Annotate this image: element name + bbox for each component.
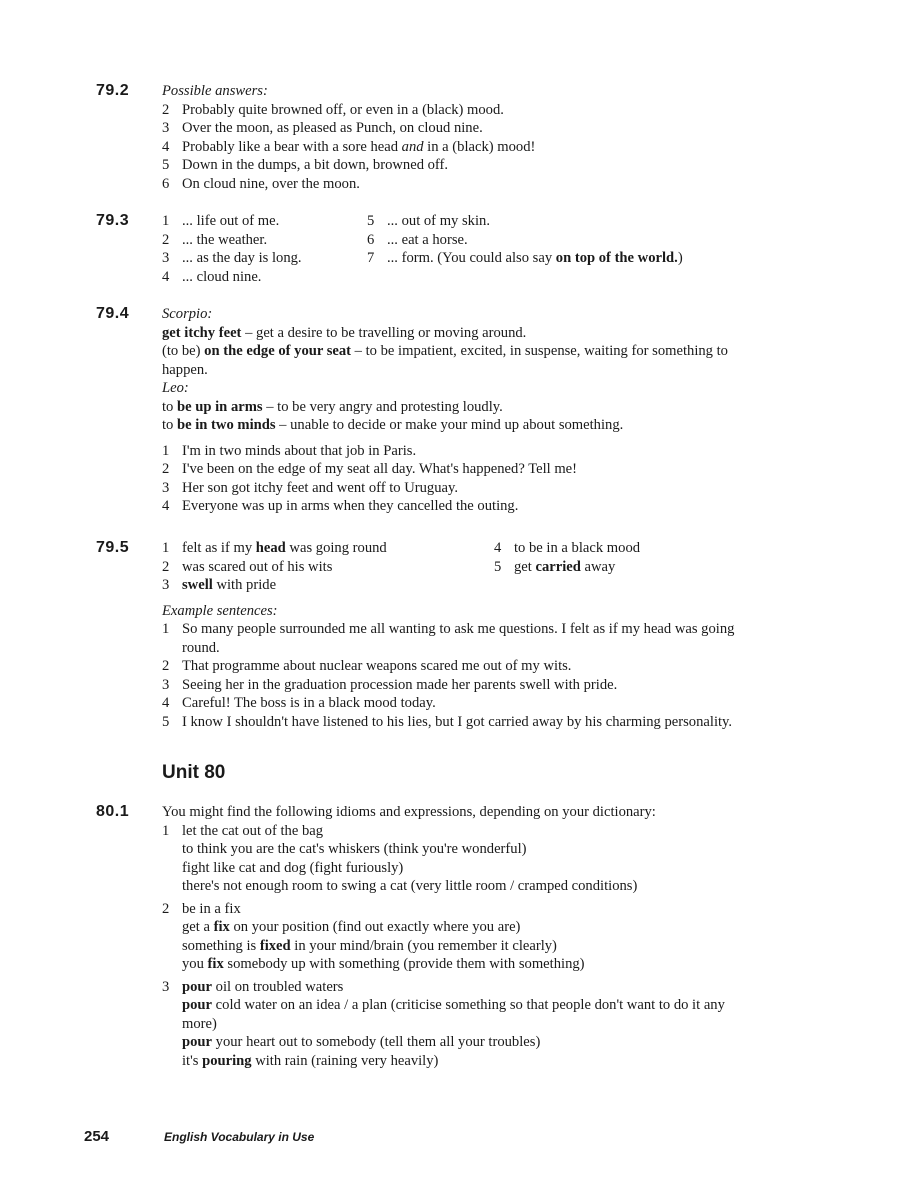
idiom-line: pour your heart out to somebody (tell them all your troubles) xyxy=(182,1034,541,1050)
list-item: 3 Over the moon, as pleased as Punch, on cloud nine. xyxy=(162,120,483,136)
list-item: 4 ... cloud nine. xyxy=(162,268,262,285)
idiom-line: pour cold water on an idea / a plan (criticise something so that people don't want to do it any xyxy=(182,997,725,1013)
idiom-line-continued: more) xyxy=(182,1015,217,1032)
section-intro: You might find the following idioms and expressions, depending on your dictionary: xyxy=(162,804,656,820)
list-item: 4 Careful! The boss is in a black mood today. xyxy=(162,695,436,711)
definition: to be up in arms – to be very angry and protesting loudly. xyxy=(162,398,503,415)
idiom-line: get a fix on your position (find out exactly where you are) xyxy=(182,919,521,935)
page-footer xyxy=(84,1128,315,1146)
section-number: 80.1 xyxy=(96,803,130,820)
page-number: 254 xyxy=(84,1128,110,1145)
list-item-continued: round. xyxy=(182,639,220,656)
list-item: 2 Probably quite browned off, or even in a (black) mood. xyxy=(162,101,504,118)
definition: to be in two minds – unable to decide or make your mind up about something. xyxy=(162,417,624,433)
idiom-line: fight like cat and dog (fight furiously) xyxy=(182,859,404,876)
unit-heading: Unit 80 xyxy=(162,762,226,783)
group-heading: 2 be in a fix xyxy=(162,900,241,917)
section-number: 79.2 xyxy=(96,82,130,99)
list-item: 2 That programme about nuclear weapons scared me out of my wits. xyxy=(162,658,572,674)
list-item: 3 Her son got itchy feet and went off to Uruguay. xyxy=(162,479,458,496)
idiom-line: something is fixed in your mind/brain (you remember it clearly) xyxy=(182,937,557,954)
section-number: 79.5 xyxy=(96,539,130,556)
definition: get itchy feet – get a desire to be travelling or moving around. xyxy=(162,324,527,341)
label-scorpio: Scorpio: xyxy=(162,306,213,322)
idiom-line: there's not enough room to swing a cat (very little room / cramped conditions) xyxy=(182,878,638,894)
group-heading: 3 pour oil on troubled waters xyxy=(162,978,344,995)
list-item: 6 On cloud nine, over the moon. xyxy=(162,175,360,192)
section-number: 79.4 xyxy=(96,305,130,322)
group-heading: 1 let the cat out of the bag xyxy=(162,822,324,839)
list-item: 2 was scared out of his wits 5 get carried away xyxy=(162,558,616,575)
definition-continued: happen. xyxy=(162,361,208,378)
list-item: 4 Everyone was up in arms when they cancelled the outing. xyxy=(162,498,519,514)
section-heading: Possible answers: xyxy=(162,83,268,99)
list-item: 3 swell with pride xyxy=(162,577,277,593)
list-item: 2 ... the weather. 6 ... eat a horse. xyxy=(162,231,468,248)
list-item: 1 felt as if my head was going round 4 to be in a black mood xyxy=(162,540,641,556)
list-item: 4 Probably like a bear with a sore head and in a (black) mood! xyxy=(162,138,536,155)
book-title: English Vocabulary in Use xyxy=(164,1130,315,1144)
list-item: 1 So many people surrounded me all wanting to ask me questions. I felt as if my head was going xyxy=(162,621,735,637)
label-leo: Leo: xyxy=(162,380,189,396)
example-label: Example sentences: xyxy=(162,602,278,619)
list-item: 1 ... life out of me. 5 ... out of my skin. xyxy=(162,213,490,229)
idiom-line: you fix somebody up with something (provide them with something) xyxy=(182,956,585,972)
list-item: 2 I've been on the edge of my seat all day. What's happened? Tell me! xyxy=(162,461,578,477)
list-item: 3 Seeing her in the graduation procession made her parents swell with pride. xyxy=(162,676,618,693)
idiom-line: it's pouring with rain (raining very heavily) xyxy=(182,1052,439,1069)
section-number: 79.3 xyxy=(96,212,130,229)
list-item: 5 Down in the dumps, a bit down, browned off. xyxy=(162,157,449,173)
idiom-line: to think you are the cat's whiskers (think you're wonderful) xyxy=(182,841,527,857)
list-item: 5 I know I shouldn't have listened to his lies, but I got carried away by his charming personality. xyxy=(162,713,733,730)
definition: (to be) on the edge of your seat – to be impatient, excited, in suspense, waiting for something to xyxy=(162,343,728,359)
list-item: 1 I'm in two minds about that job in Paris. xyxy=(162,442,417,459)
list-item: 3 ... as the day is long. 7 ... form. (You could also say on top of the world.) xyxy=(162,250,683,266)
